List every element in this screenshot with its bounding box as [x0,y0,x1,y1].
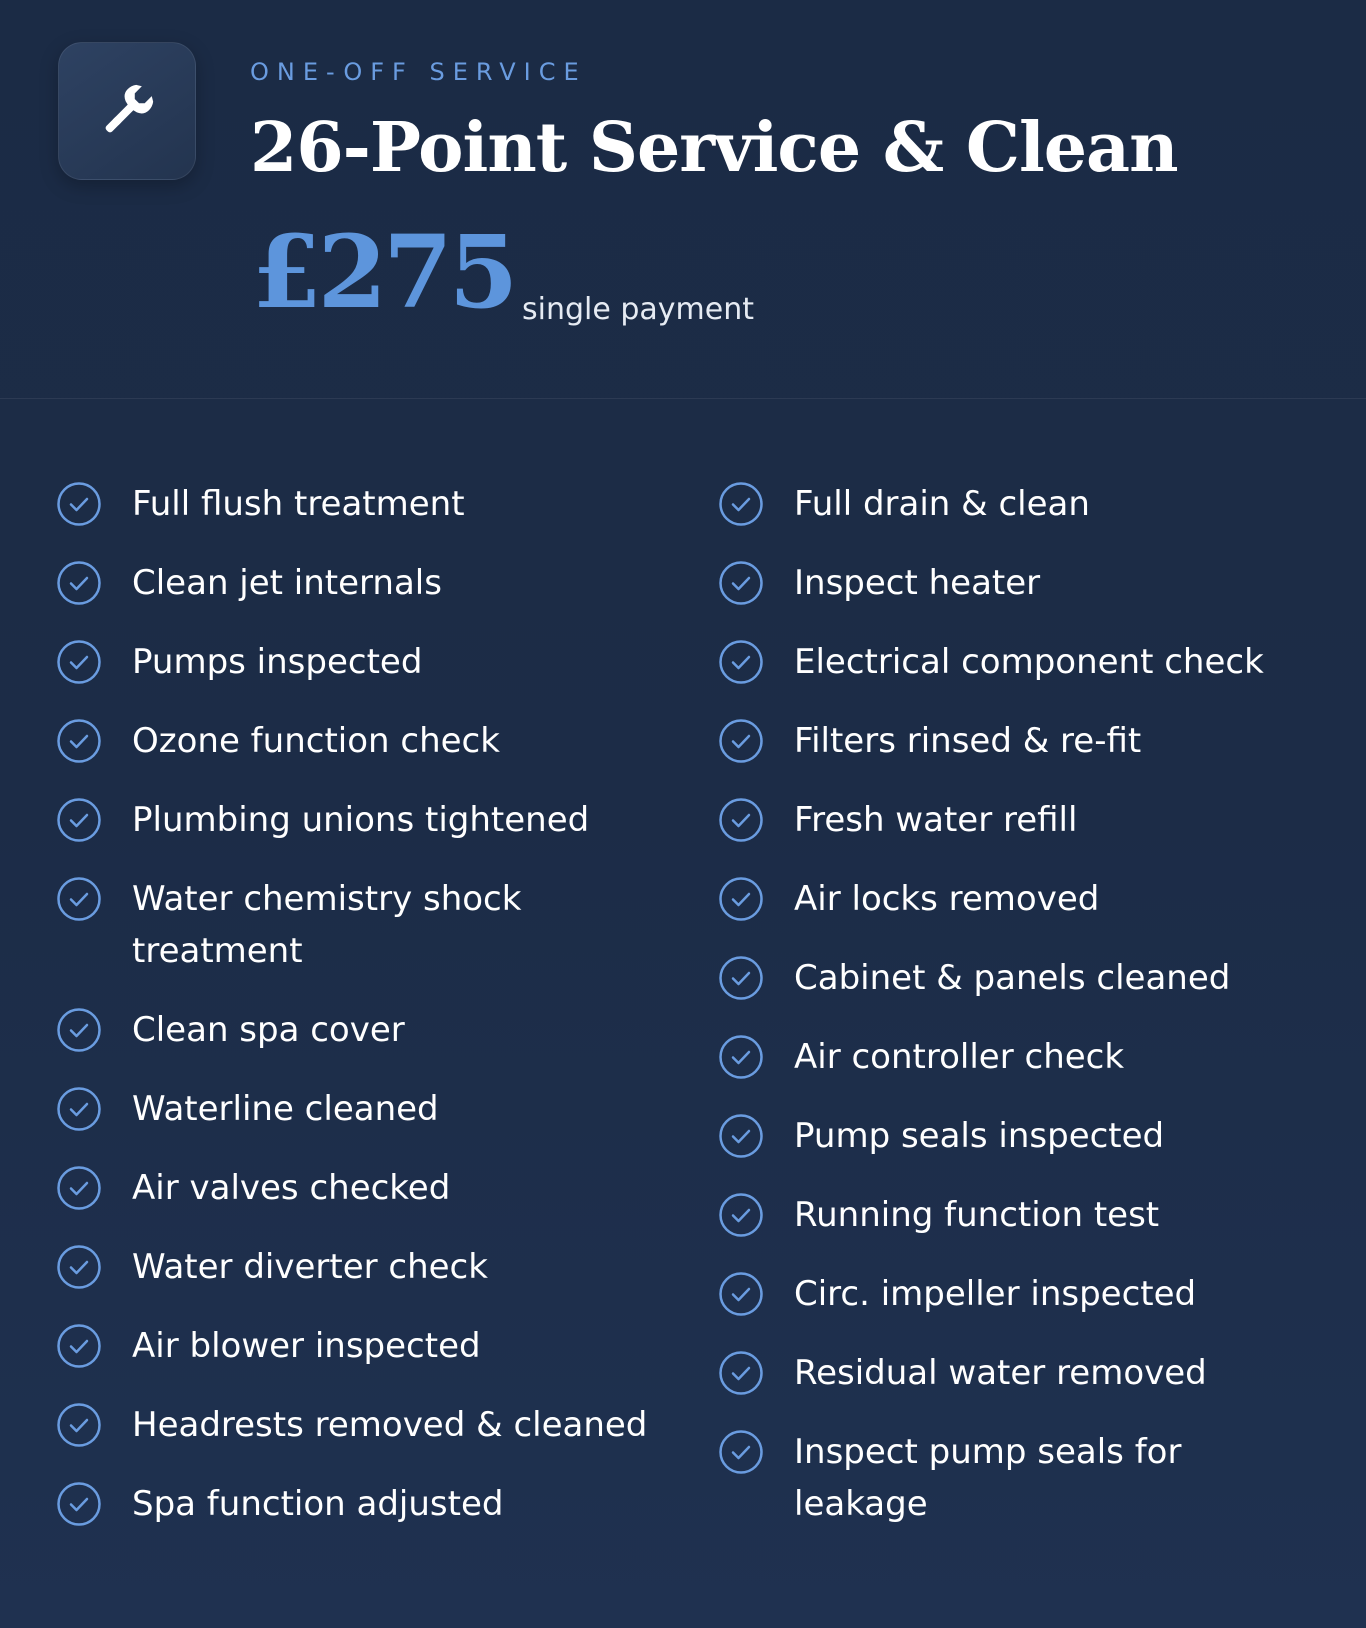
checklist-item [56,1478,666,1530]
checklist-item [718,478,1318,530]
checklist-item-label: Circ. impeller inspected [794,1274,1197,1314]
checklist-item-label: Plumbing unions tightened [132,800,590,840]
check-circle-icon [718,1271,764,1317]
checklist-item [718,1426,1318,1530]
checklist-item [56,715,666,767]
checklist-item [56,873,666,977]
check-circle-icon [56,718,102,764]
checklist-item-label: Pump seals inspected [794,1116,1165,1156]
checklist-item-label: Cabinet & panels cleaned [794,958,1231,998]
checklist-item-label: Clean spa cover [132,1010,405,1050]
check-circle-icon [56,1481,102,1527]
checklist-item [718,1347,1318,1399]
wrench-icon [97,81,157,141]
checklist-item-label: Full drain & clean [794,484,1090,524]
checklist-item [56,1320,666,1372]
check-circle-icon [56,1007,102,1053]
check-circle-icon [718,639,764,685]
checklist-item [718,557,1318,609]
checklist-item [718,1189,1318,1241]
checklist-item-label: Fresh water refill [794,800,1078,840]
checklist-item-label: Pumps inspected [132,642,423,682]
checklist-item [718,873,1318,925]
check-circle-icon [56,1165,102,1211]
checklist-item-label: Air locks removed [794,879,1100,919]
checklist-item-label: Air valves checked [132,1168,451,1208]
checklist-item [718,1031,1318,1083]
checklist-item [718,715,1318,767]
checklist-item-label: Headrests removed & cleaned [132,1405,648,1445]
check-circle-icon [718,1429,764,1475]
checklist-right-column [718,478,1318,1557]
checklist-item-label: Electrical component check [794,642,1264,682]
checklist-item-label: Air blower inspected [132,1326,481,1366]
check-circle-icon [718,1350,764,1396]
check-circle-icon [718,481,764,527]
checklist-item [56,478,666,530]
checklist-item [56,794,666,846]
checklist-item [56,636,666,688]
service-type-label: ONE-OFF SERVICE [250,58,587,86]
checklist-left-column [56,478,666,1557]
checklist-item [718,1110,1318,1162]
check-circle-icon [718,1113,764,1159]
checklist-item [56,1083,666,1135]
check-circle-icon [56,481,102,527]
checklist-item [56,1241,666,1293]
check-circle-icon [56,560,102,606]
checklist-item-label: Water chemistry shock treatment [132,879,522,971]
checklist-item [56,1399,666,1451]
price-note: single payment [522,292,754,327]
checklist-item-label: Spa function adjusted [132,1484,504,1524]
check-circle-icon [718,955,764,1001]
check-circle-icon [56,639,102,685]
check-circle-icon [56,1402,102,1448]
checklist-item-label: Filters rinsed & re-fit [794,721,1142,761]
checklist-item [718,636,1318,688]
checklist-item [718,1268,1318,1320]
checklist-item-label: Running function test [794,1195,1160,1235]
check-circle-icon [56,797,102,843]
check-circle-icon [718,1192,764,1238]
check-circle-icon [56,1244,102,1290]
check-circle-icon [56,876,102,922]
checklist-item [56,1162,666,1214]
checklist-item-label: Waterline cleaned [132,1089,439,1129]
check-circle-icon [718,797,764,843]
checklist-item-label: Inspect heater [794,563,1041,603]
check-circle-icon [56,1086,102,1132]
checklist-item-label: Inspect pump seals for leakage [794,1432,1182,1524]
checklist-item-label: Full flush treatment [132,484,465,524]
checklist-item-label: Residual water removed [794,1353,1207,1393]
checklist-item-label: Water diverter check [132,1247,488,1287]
checklist-item [56,1004,666,1056]
check-circle-icon [718,1034,764,1080]
checklist-item [56,557,666,609]
check-circle-icon [56,1323,102,1369]
service-header [0,0,1366,399]
service-icon-tile [58,42,196,180]
checklist-item-label: Ozone function check [132,721,500,761]
page-title: 26-Point Service & Clean [250,108,1178,188]
checklist-item-label: Air controller check [794,1037,1125,1077]
checklist-item [718,794,1318,846]
checklist-item [718,952,1318,1004]
check-circle-icon [718,560,764,606]
check-circle-icon [718,876,764,922]
price-amount: £275 [252,213,515,331]
check-circle-icon [718,718,764,764]
checklist-item-label: Clean jet internals [132,563,442,603]
